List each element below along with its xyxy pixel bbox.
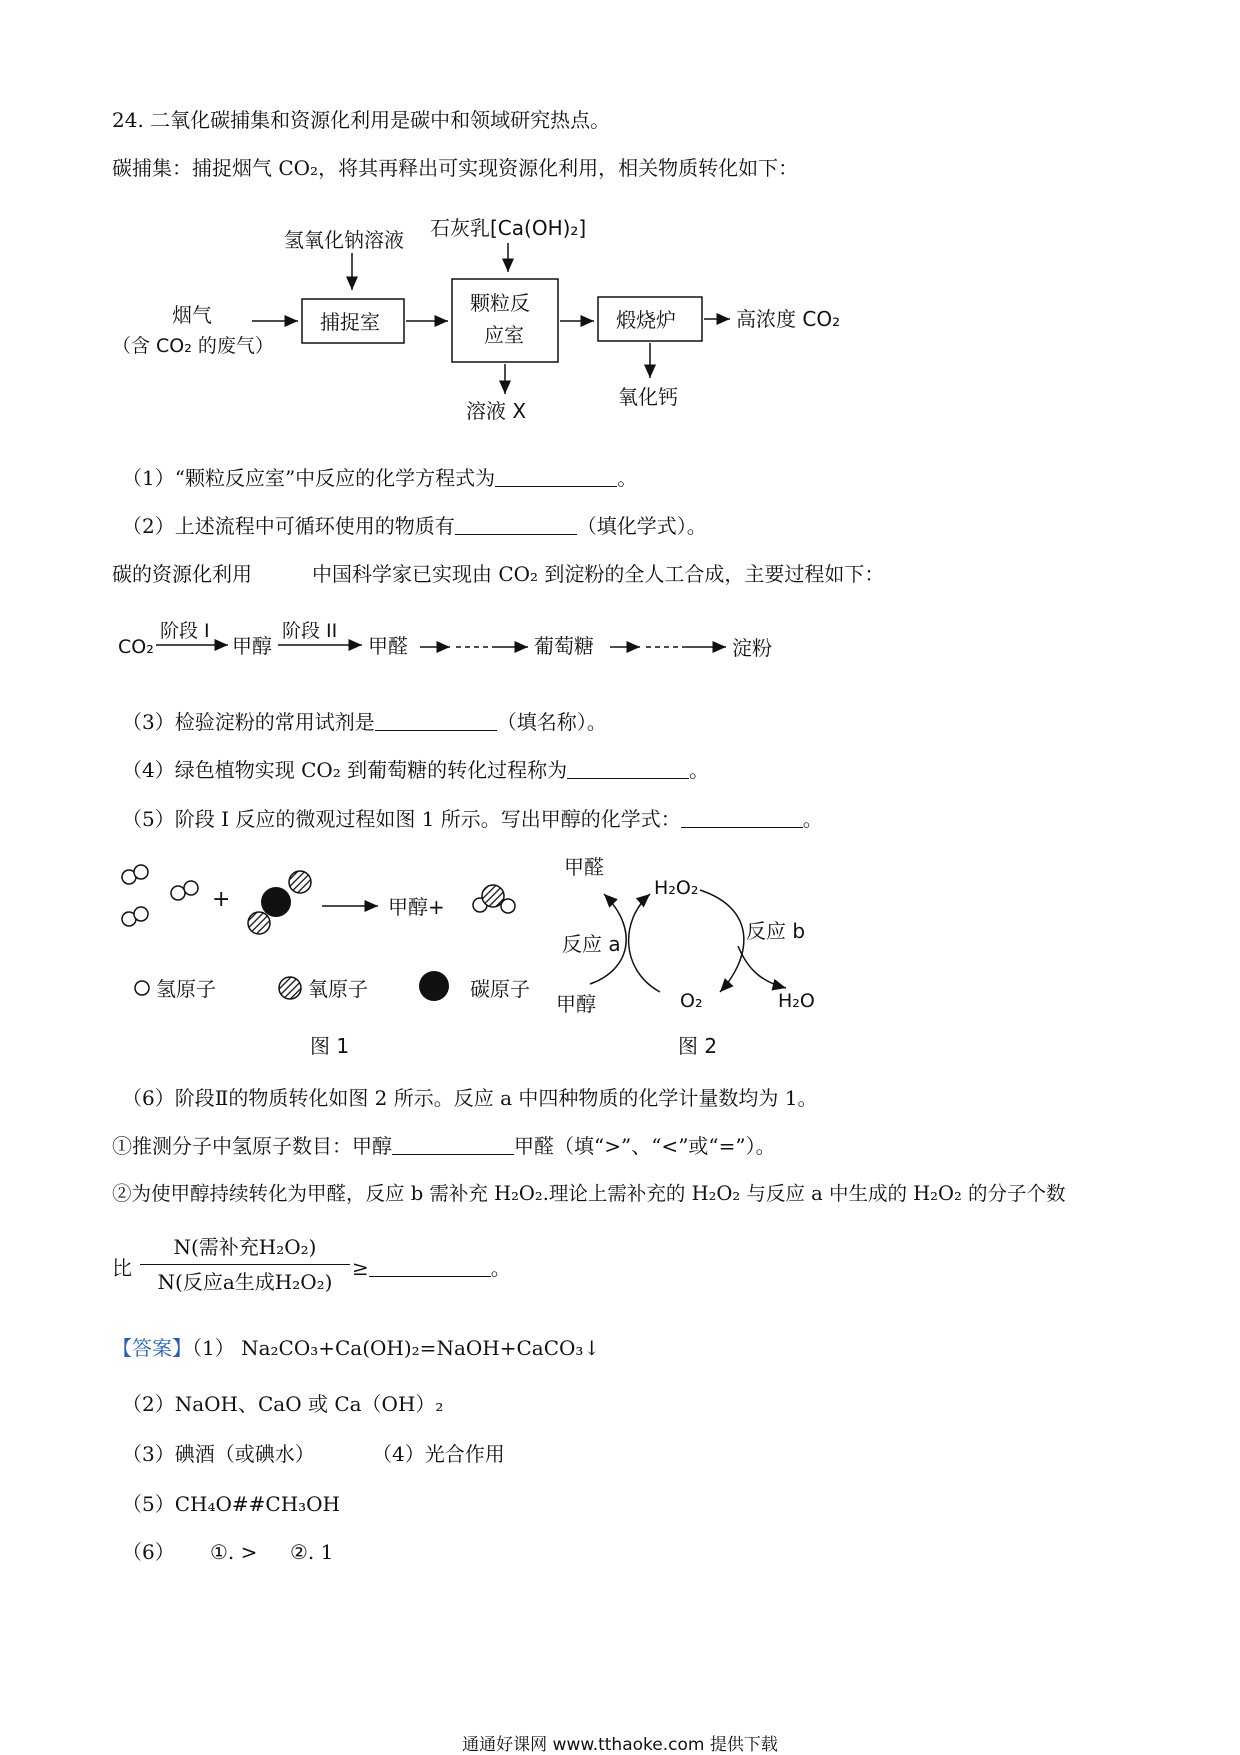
fraction-bar	[140, 1264, 350, 1265]
h2-molecule-1	[122, 865, 148, 884]
fig2-methanol: 甲醇	[556, 992, 596, 1016]
h2-molecule-3	[122, 907, 148, 926]
input-lime-label: 石灰乳[Ca(OH)₂]	[430, 216, 587, 240]
fig2-reaction-a: 反应 a	[562, 932, 621, 956]
input-naoh-label: 氢氧化钠溶液	[284, 228, 404, 252]
legend-h-label: 氢原子	[156, 977, 216, 1001]
answer-blank-1[interactable]	[495, 464, 617, 487]
ratio-prefix: 比	[112, 1256, 132, 1280]
flow2-methanol: 甲醇	[232, 634, 272, 658]
question-2-text: （2）上述流程中可循环使用的物质有	[122, 514, 455, 538]
question-5: （5）阶段 I 反应的微观过程如图 1 所示。写出甲醇的化学式： 。	[122, 807, 823, 831]
ratio-fraction	[140, 1232, 350, 1297]
page-footer: 通通好课网 www.tthaoke.com 提供下载	[462, 1735, 778, 1755]
question-2-suffix: （填化学式）。	[576, 514, 707, 538]
starch-synthesis-flow	[0, 615, 1240, 675]
fig2-reaction-b: 反应 b	[746, 919, 806, 943]
flow2-starch: 淀粉	[732, 636, 772, 660]
answer-blank-3[interactable]	[375, 708, 497, 731]
ratio-suffix: ≥	[352, 1256, 369, 1280]
fig2-o2: O₂	[680, 990, 703, 1012]
answer-6-label: （6）	[122, 1540, 175, 1564]
question-4-text: （4）绿色植物实现 CO₂ 到葡萄糖的转化过程称为	[122, 758, 568, 782]
legend-o-icon	[279, 977, 301, 999]
answer-blank-2[interactable]	[455, 512, 577, 535]
fig1-product-label: 甲醇+	[388, 895, 445, 919]
cao-label: 氧化钙	[618, 385, 678, 409]
question-3	[122, 708, 607, 736]
fig2-h2o: H₂O	[778, 990, 815, 1012]
answer-5: （5）CH₄O##CH₃OH	[122, 1492, 340, 1516]
plus-sign: +	[212, 887, 231, 912]
answer-tag: 【答案】	[112, 1336, 192, 1360]
answer-4: （4）光合作用	[372, 1442, 505, 1466]
question-2	[122, 512, 707, 540]
question-1-text: （1）“颗粒反应室”中反应的化学方程式为	[122, 466, 496, 490]
feed-gas-label-2: （含 CO₂ 的废气）	[112, 335, 274, 357]
fig2-curve-h2o2-to-o2	[700, 890, 744, 992]
fig2-curve-to-h2o	[738, 946, 786, 988]
capture-chamber-label: 捕捉室	[320, 310, 380, 334]
particle-chamber-label-1: 颗粒反	[470, 291, 530, 315]
flow2-co2: CO₂	[118, 636, 154, 658]
question-1: （1）“颗粒反应室”中反应的化学方程式为 。	[122, 466, 638, 490]
answer-1: （1） Na₂CO₃+Ca(OH)₂=NaOH+CaCO₃↓	[192, 1336, 601, 1360]
question-6: （6）阶段Ⅱ的物质转化如图 2 所示。反应 a 中四种物质的化学计量数均为 1。	[122, 1086, 818, 1110]
question-6-1-suffix: 甲醛（填“>”、“<”或“=”）。	[514, 1134, 776, 1158]
question-3-suffix: （填名称）。	[496, 710, 607, 734]
answer-blank-6-2[interactable]	[369, 1254, 491, 1277]
fig1-caption: 图 1	[310, 1034, 350, 1058]
question-6-2: ②为使甲醇持续转化为甲醛，反应 b 需补充 H₂O₂.理论上需补充的 H₂O₂ 与反应 a 中生成的 H₂O₂ 的分子个数	[112, 1182, 1066, 1205]
answer-6-2: ②. 1	[290, 1540, 334, 1564]
flow2-glucose: 葡萄糖	[534, 634, 594, 658]
answer-1-line	[112, 1334, 600, 1362]
answer-blank-5[interactable]	[681, 805, 803, 828]
question-4: （4）绿色植物实现 CO₂ 到葡萄糖的转化过程称为 。	[122, 758, 710, 782]
capture-intro: 碳捕集：捕捉烟气 CO₂，将其再释出可实现资源化利用，相关物质转化如下：	[112, 156, 799, 180]
answer-3: （3）碘酒（或碘水）	[122, 1442, 315, 1466]
co2-molecule	[248, 871, 311, 934]
figures-1-2	[0, 850, 1240, 1070]
particle-chamber-label-2: 应室	[484, 323, 524, 347]
question-3-text: （3）检验淀粉的常用试剂是	[122, 710, 375, 734]
legend-c-icon	[419, 971, 449, 1001]
high-co2-label: 高浓度 CO₂	[736, 307, 841, 331]
answer-blank-4[interactable]	[567, 756, 689, 779]
legend-o-label: 氧原子	[308, 977, 368, 1001]
flow2-stage1-label: 阶段 I	[160, 620, 210, 642]
utilization-text: 中国科学家已实现由 CO₂ 到淀粉的全人工合成，主要过程如下：	[312, 562, 885, 586]
fig2-formaldehyde: 甲醛	[564, 855, 604, 879]
answer-6-1: ①. >	[210, 1540, 258, 1564]
solution-x-label: 溶液 X	[466, 399, 527, 423]
legend-h-icon	[135, 981, 149, 995]
question-6-1	[112, 1132, 776, 1160]
ratio-denominator: N(反应a生成H₂O₂)	[157, 1270, 333, 1294]
fig2-caption: 图 2	[678, 1034, 718, 1058]
question-6-1-text: ①推测分子中氢原子数目：甲醇	[112, 1134, 392, 1158]
ratio-numerator: N(需补充H₂O₂)	[173, 1235, 317, 1259]
furnace-label: 煅烧炉	[616, 308, 676, 332]
h2-molecule-2	[171, 881, 198, 900]
question-title: 24. 二氧化碳捕集和资源化利用是碳中和领域研究热点。	[112, 108, 611, 132]
legend-c-label: 碳原子	[470, 977, 530, 1001]
question-5-text: （5）阶段 I 反应的微观过程如图 1 所示。写出甲醇的化学式：	[122, 807, 681, 831]
fig2-h2o2: H₂O₂	[654, 877, 699, 899]
answer-blank-6-1[interactable]	[392, 1132, 514, 1155]
h2o-molecule	[473, 885, 515, 913]
answer-2: （2）NaOH、CaO 或 Ca（OH）₂	[122, 1392, 444, 1416]
ratio-tail: ≥ 。	[352, 1256, 511, 1280]
flow2-formaldehyde: 甲醛	[368, 634, 408, 658]
feed-gas-label-1: 烟气	[172, 303, 212, 327]
fig2-curve-to-h2o2	[629, 894, 660, 992]
flow2-stage2-label: 阶段 II	[282, 620, 338, 642]
capture-flow-diagram	[0, 0, 1240, 440]
utilization-label: 碳的资源化利用	[112, 562, 252, 586]
